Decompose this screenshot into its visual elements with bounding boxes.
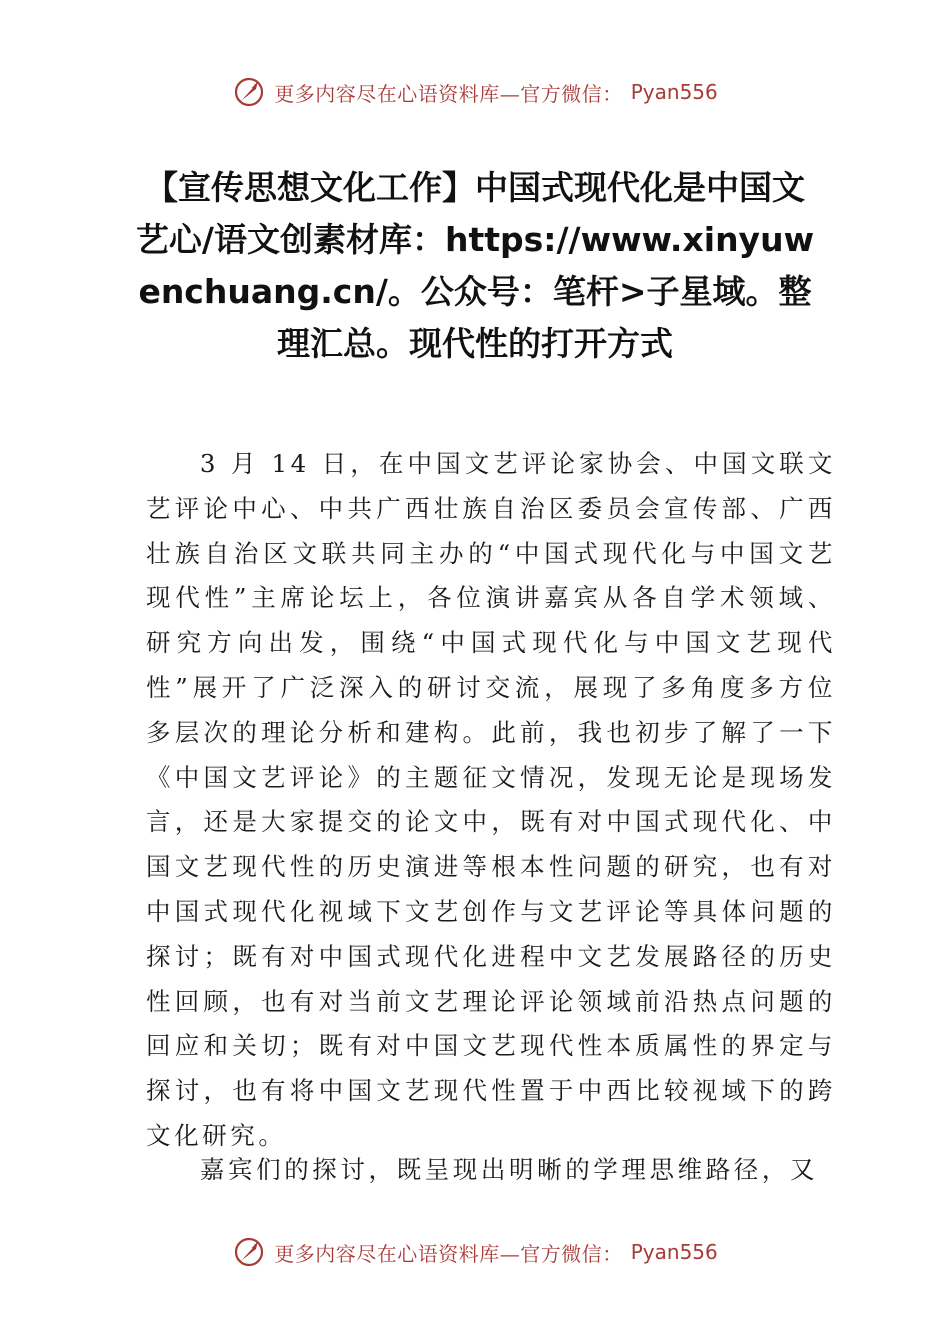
wechat-id: Pyan556	[630, 80, 718, 104]
paragraph-1: 3 月 14 日，在中国文艺评论家协会、中国文联文艺评论中心、中共广西壮族自治区委员会宣传部、广西壮族自治区文联共同主办的“中国式现代化与中国文艺现代性”主席论坛上，各位演讲嘉宾从各自学术领域、研究方向出发，围绕“中国式现代化与中国文艺现代性”展开了广泛深入的研讨交流，展现了多角度多方位多层次的理论分析和建构。此前，我也初步了解了一下《中国文艺评论》的主题征文情况，发现无论是现场发言，还是大家提交的论文中，既有对中国式现代化、中国文艺现代性的历史演进等根本性问题的研究，也有对中国式现代化视域下文艺创作与文艺评论等具体问题的探讨；既有对中国式现代化进程中文艺发展路径的历史性回顾，也有对当前文艺理论评论领域前沿热点问题的回应和关切；既有对中国文艺现代性本质属性的界定与探讨，也有将中国文艺现代性置于中西比较视域下的跨文化研究。	[146, 449, 836, 1150]
header-banner	[0, 72, 950, 112]
paragraph-2: 嘉宾们的探讨，既呈现出明晰的学理思维路径，又	[199, 1155, 819, 1184]
document-title: 【宣传思想文化工作】中国式现代化是中国文艺心/语文创素材库：https://www.xinyuwenchuang.cn/。公众号：笔杆>子星域。整理汇总。现代性的打开方式	[135, 168, 815, 363]
footer-banner	[0, 1232, 950, 1272]
banner-text: 更多内容尽在心语资料库—官方微信：	[274, 1241, 623, 1266]
banner-text: 更多内容尽在心语资料库—官方微信：	[274, 81, 623, 106]
quill-pen-logo-icon	[232, 1235, 266, 1269]
wechat-id: Pyan556	[630, 1240, 718, 1264]
quill-pen-logo-icon	[232, 75, 266, 109]
